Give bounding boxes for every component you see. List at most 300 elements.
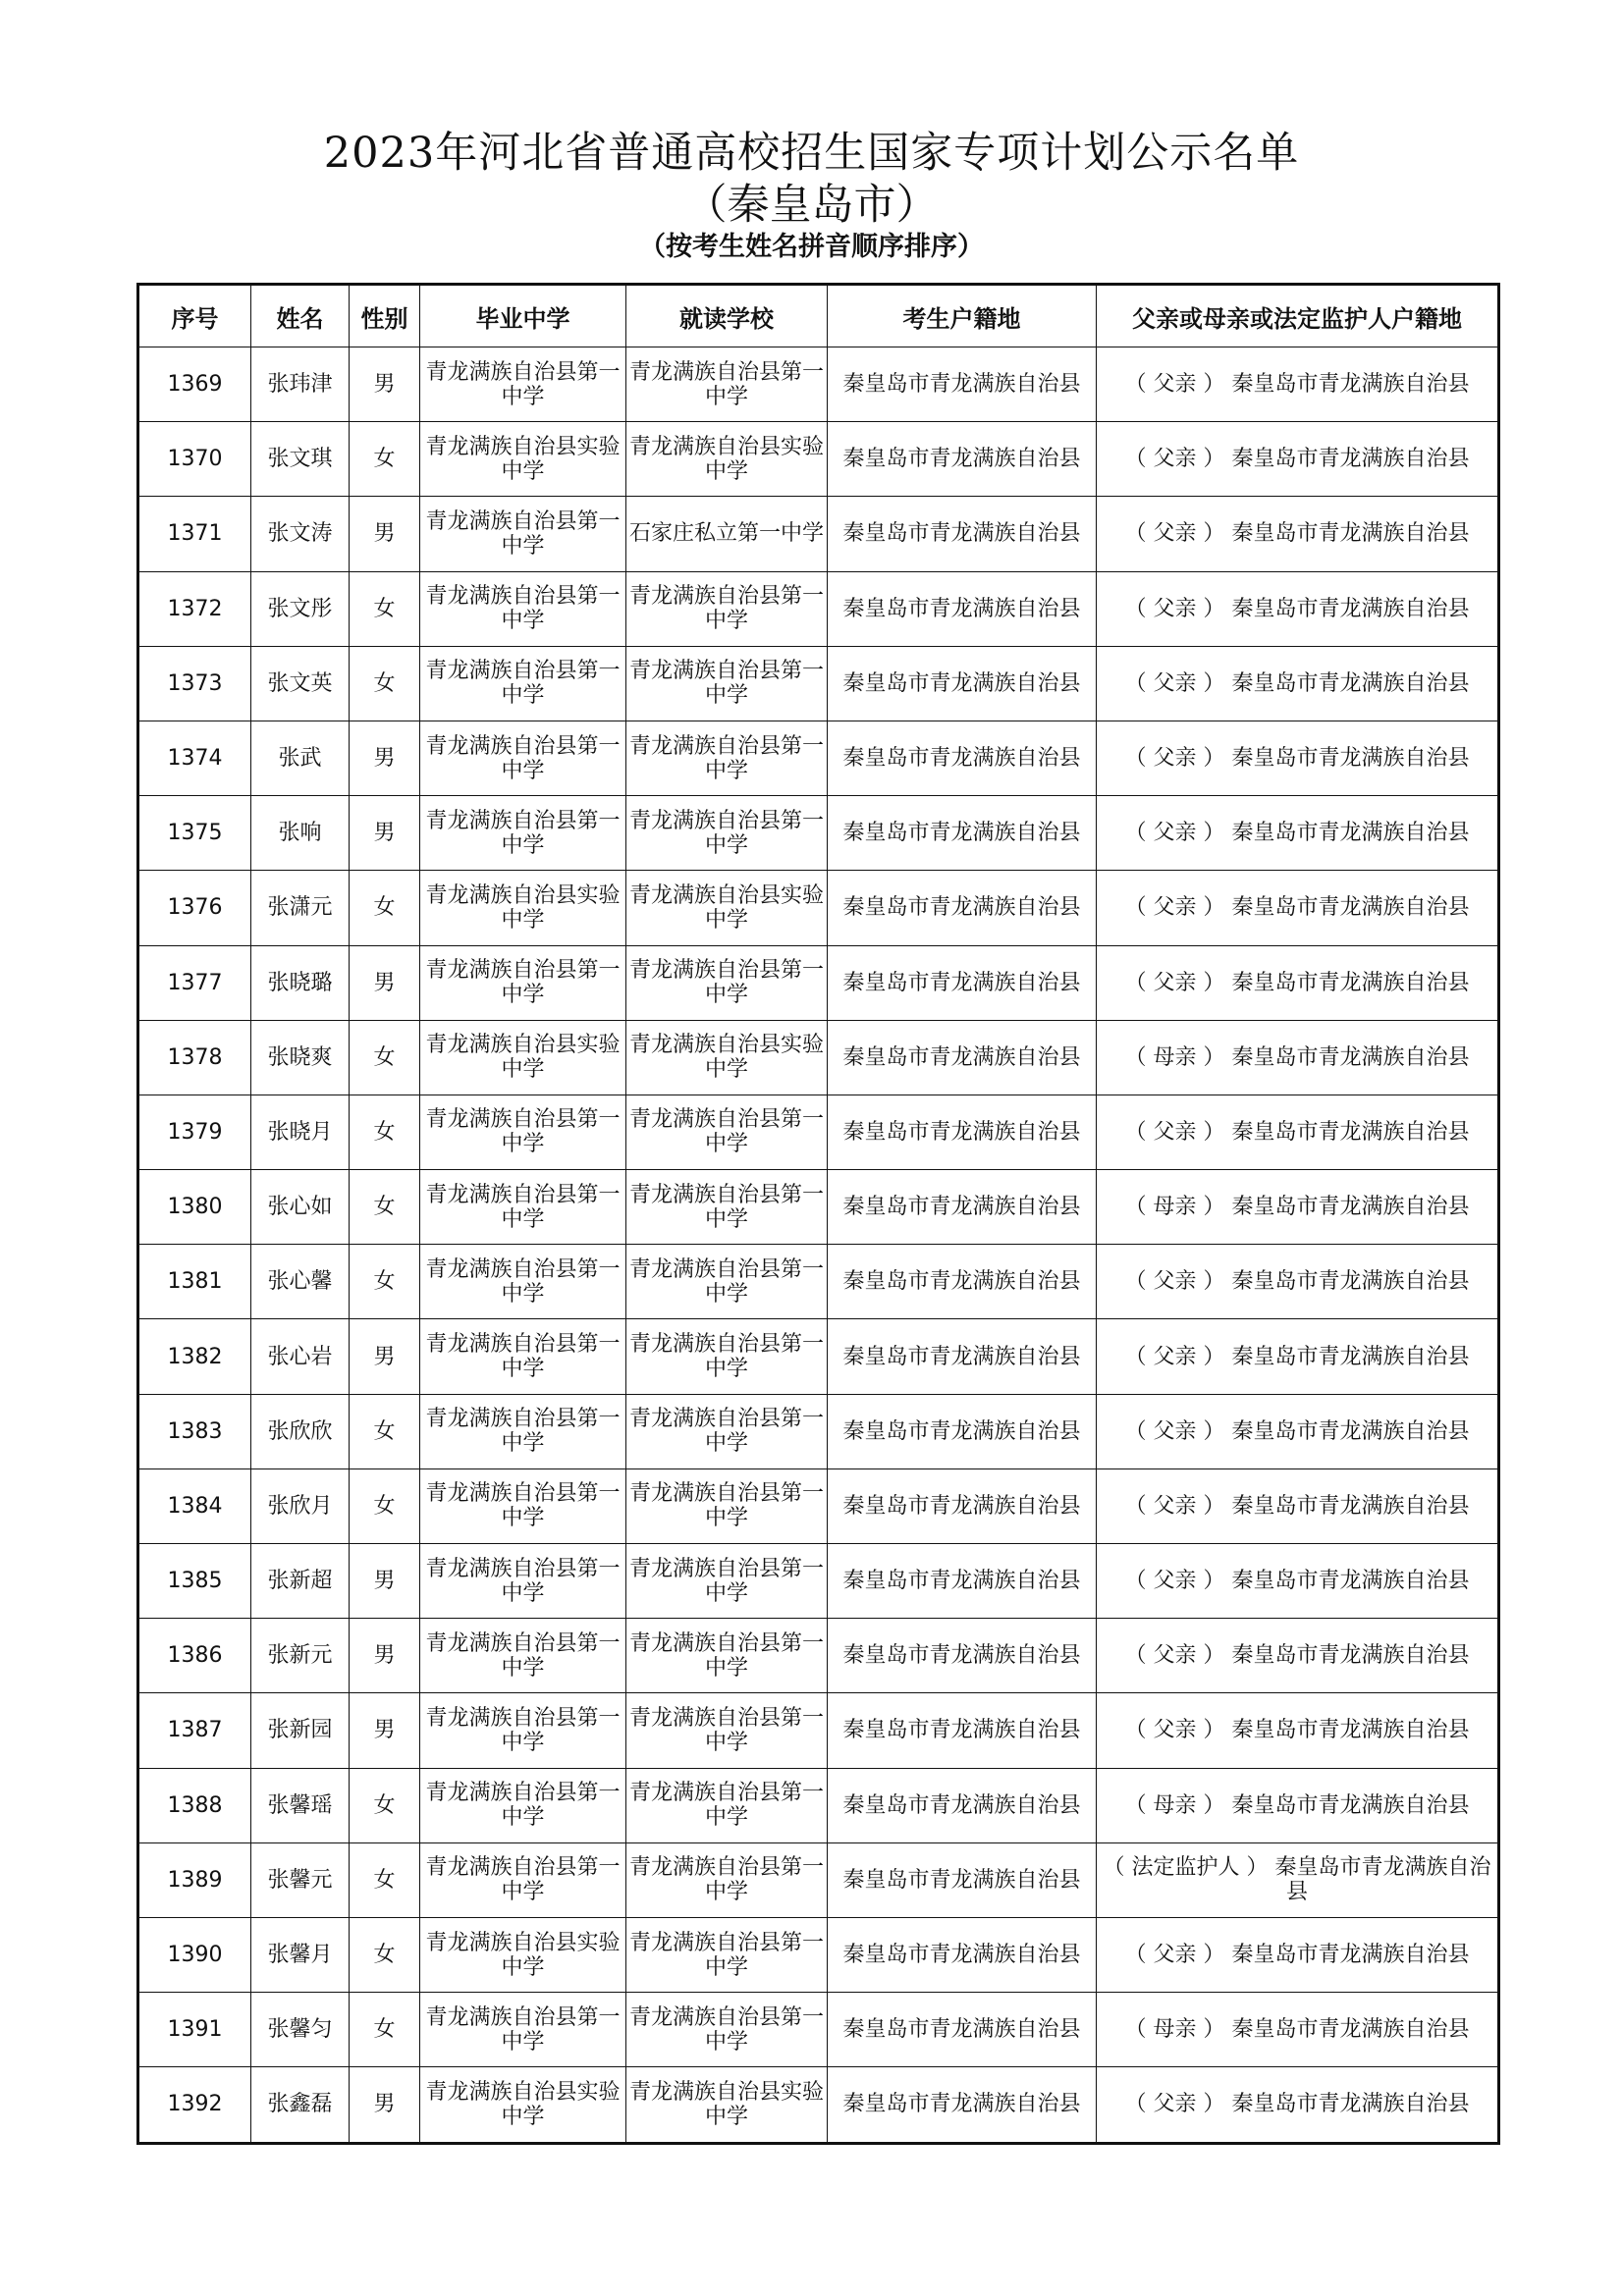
cell-sex [350, 871, 420, 945]
cell-parent-hukou [1097, 1917, 1499, 1992]
table-row [138, 422, 1499, 497]
cell-grad-school [420, 347, 626, 422]
cell-grad-school [420, 1693, 626, 1768]
cell-parent-hukou [1097, 1245, 1499, 1319]
table-row [138, 1394, 1499, 1468]
cell-hukou-text: 秦皇岛市青龙满族自治县 [842, 1943, 1081, 1968]
cell-sex [350, 1394, 420, 1468]
cell-name-text: 张玮津 [267, 372, 333, 398]
cell-current-school-text: 青龙满族自治县第一中学 [628, 1182, 824, 1232]
cell-parent-hukou [1097, 571, 1499, 646]
cell-no [138, 1319, 251, 1394]
cell-name-text: 张晓爽 [267, 1044, 333, 1070]
cell-hukou-text: 秦皇岛市青龙满族自治县 [842, 670, 1081, 696]
page-subtitle: （秦皇岛市） [684, 181, 939, 230]
cell-name [251, 1095, 350, 1169]
cell-no [138, 1544, 251, 1619]
cell-parent-hukou [1097, 1020, 1499, 1095]
cell-no [138, 497, 251, 571]
cell-parent-hukou [1097, 1319, 1499, 1394]
cell-current-school-text: 青龙满族自治县第一中学 [628, 2004, 824, 2055]
page-title: 2023年河北省普通高校招生国家专项计划公示名单 [323, 129, 1300, 178]
cell-no [138, 1693, 251, 1768]
cell-hukou-text: 秦皇岛市青龙满族自治县 [842, 372, 1081, 398]
cell-grad-school-text: 青龙满族自治县第一中学 [425, 2004, 621, 2055]
cell-no-text: 1370 [167, 447, 223, 472]
table-body [138, 347, 1499, 2144]
cell-no-text: 1391 [167, 2017, 223, 2043]
cell-hukou-text: 秦皇岛市青龙满族自治县 [842, 521, 1081, 547]
cell-current-school-text: 青龙满族自治县第一中学 [628, 1781, 824, 1831]
cell-name [251, 497, 350, 571]
roster-table [136, 283, 1500, 2145]
cell-current-school [626, 871, 828, 945]
cell-parent-hukou [1097, 646, 1499, 721]
cell-hukou [828, 1993, 1097, 2067]
cell-current-school-text: 青龙满族自治县第一中学 [628, 958, 824, 1008]
cell-grad-school-text: 青龙满族自治县第一中学 [425, 1407, 621, 1457]
cell-sex [350, 721, 420, 795]
cell-name [251, 945, 350, 1020]
cell-grad-school-text: 青龙满族自治县第一中学 [425, 359, 621, 409]
cell-parent-hukou [1097, 871, 1499, 945]
table-row [138, 1245, 1499, 1319]
cell-no-text: 1374 [167, 746, 223, 772]
cell-name-text: 张馨匀 [267, 2017, 333, 2043]
cell-sex [350, 571, 420, 646]
cell-parent-hukou-text: （ 母亲 ） 秦皇岛市青龙满族自治县 [1124, 1044, 1470, 1070]
cell-sex-text: 男 [373, 521, 396, 547]
cell-hukou [828, 422, 1097, 497]
cell-sex-text: 男 [373, 1718, 396, 1743]
cell-current-school-text: 青龙满族自治县第一中学 [628, 1481, 824, 1531]
cell-parent-hukou [1097, 1095, 1499, 1169]
cell-name [251, 721, 350, 795]
column-header-parent-hukou: 父亲或母亲或法定监护人户籍地 [1097, 285, 1499, 347]
cell-hukou [828, 1245, 1097, 1319]
cell-name [251, 1170, 350, 1245]
cell-name-text: 张新元 [267, 1643, 333, 1669]
cell-parent-hukou-text: （ 父亲 ） 秦皇岛市青龙满族自治县 [1124, 1718, 1470, 1743]
cell-grad-school-text: 青龙满族自治县实验中学 [425, 882, 621, 933]
cell-parent-hukou [1097, 1619, 1499, 1693]
cell-sex-text: 女 [373, 1044, 396, 1070]
cell-name [251, 1020, 350, 1095]
cell-name-text: 张文涛 [267, 521, 333, 547]
cell-sex [350, 1917, 420, 1992]
cell-parent-hukou-text: （ 母亲 ） 秦皇岛市青龙满族自治县 [1124, 1792, 1470, 1818]
cell-name [251, 1245, 350, 1319]
cell-name [251, 1544, 350, 1619]
cell-parent-hukou [1097, 2067, 1499, 2143]
table-row [138, 646, 1499, 721]
cell-current-school [626, 1993, 828, 2067]
cell-parent-hukou [1097, 1394, 1499, 1468]
cell-name-text: 张心如 [267, 1195, 333, 1220]
cell-current-school [626, 1170, 828, 1245]
cell-parent-hukou [1097, 422, 1499, 497]
cell-hukou [828, 1842, 1097, 1917]
cell-parent-hukou-text: （ 父亲 ） 秦皇岛市青龙满族自治县 [1124, 1943, 1470, 1968]
cell-grad-school [420, 1170, 626, 1245]
cell-current-school [626, 422, 828, 497]
cell-sex-text: 女 [373, 1119, 396, 1145]
cell-sex-text: 女 [373, 2017, 396, 2043]
cell-parent-hukou-text: （ 母亲 ） 秦皇岛市青龙满族自治县 [1124, 2017, 1470, 2043]
cell-sex-text: 男 [373, 2092, 396, 2117]
cell-no [138, 1619, 251, 1693]
cell-hukou [828, 1619, 1097, 1693]
cell-name-text: 张文彤 [267, 596, 333, 621]
cell-grad-school-text: 青龙满族自治县第一中学 [425, 508, 621, 559]
table-row [138, 1544, 1499, 1619]
cell-no-text: 1389 [167, 1867, 223, 1893]
cell-hukou-text: 秦皇岛市青龙满族自治县 [842, 1418, 1081, 1444]
table-row [138, 1319, 1499, 1394]
cell-sex [350, 1768, 420, 1842]
cell-grad-school-text: 青龙满族自治县第一中学 [425, 1705, 621, 1755]
cell-parent-hukou-text: （ 父亲 ） 秦皇岛市青龙满族自治县 [1124, 596, 1470, 621]
cell-no-text: 1378 [167, 1044, 223, 1070]
cell-name-text: 张文英 [267, 670, 333, 696]
cell-parent-hukou [1097, 1842, 1499, 1917]
cell-hukou [828, 1468, 1097, 1543]
table-row [138, 1768, 1499, 1842]
table-row [138, 945, 1499, 1020]
cell-hukou [828, 871, 1097, 945]
cell-current-school-text: 青龙满族自治县第一中学 [628, 1556, 824, 1606]
cell-name-text: 张鑫磊 [267, 2092, 333, 2117]
cell-current-school-text: 青龙满族自治县第一中学 [628, 1407, 824, 1457]
cell-grad-school-text: 青龙满族自治县第一中学 [425, 1630, 621, 1681]
cell-no [138, 871, 251, 945]
cell-current-school-text: 青龙满族自治县实验中学 [628, 1033, 824, 1083]
cell-hukou-text: 秦皇岛市青龙满族自治县 [842, 1718, 1081, 1743]
cell-sex-text: 女 [373, 895, 396, 921]
cell-sex-text: 女 [373, 1943, 396, 1968]
cell-current-school-text: 青龙满族自治县实验中学 [628, 434, 824, 484]
cell-no [138, 646, 251, 721]
cell-name [251, 1917, 350, 1992]
table-row [138, 1917, 1499, 1992]
cell-sex-text: 男 [373, 1569, 396, 1594]
cell-grad-school [420, 1619, 626, 1693]
cell-hukou [828, 1768, 1097, 1842]
table-row [138, 1020, 1499, 1095]
cell-no-text: 1372 [167, 596, 223, 621]
column-header-no: 序号 [138, 285, 251, 347]
cell-sex [350, 1020, 420, 1095]
cell-parent-hukou [1097, 721, 1499, 795]
cell-grad-school-text: 青龙满族自治县实验中学 [425, 434, 621, 484]
cell-grad-school [420, 422, 626, 497]
cell-grad-school [420, 1245, 626, 1319]
cell-parent-hukou [1097, 1993, 1499, 2067]
cell-name-text: 张武 [278, 746, 322, 772]
cell-parent-hukou-text: （ 父亲 ） 秦皇岛市青龙满族自治县 [1124, 821, 1470, 846]
cell-parent-hukou-text: （ 父亲 ） 秦皇岛市青龙满族自治县 [1124, 1119, 1470, 1145]
cell-grad-school-text: 青龙满族自治县实验中学 [425, 1930, 621, 1980]
cell-name-text: 张潇元 [267, 895, 333, 921]
cell-sex-text: 男 [373, 970, 396, 995]
cell-name [251, 1394, 350, 1468]
cell-current-school [626, 796, 828, 871]
cell-current-school [626, 1842, 828, 1917]
cell-name [251, 571, 350, 646]
cell-name [251, 1468, 350, 1543]
column-header-current-school: 就读学校 [626, 285, 828, 347]
cell-sex-text: 女 [373, 670, 396, 696]
cell-name-text: 张心岩 [267, 1344, 333, 1369]
cell-current-school [626, 721, 828, 795]
cell-parent-hukou [1097, 1170, 1499, 1245]
cell-no [138, 347, 251, 422]
cell-grad-school [420, 1394, 626, 1468]
cell-parent-hukou-text: （ 父亲 ） 秦皇岛市青龙满族自治县 [1124, 746, 1470, 772]
cell-grad-school [420, 871, 626, 945]
cell-sex [350, 1993, 420, 2067]
cell-hukou [828, 347, 1097, 422]
cell-parent-hukou-text: （ 父亲 ） 秦皇岛市青龙满族自治县 [1124, 1344, 1470, 1369]
cell-parent-hukou-text: （ 父亲 ） 秦皇岛市青龙满族自治县 [1124, 1493, 1470, 1519]
cell-grad-school [420, 1468, 626, 1543]
cell-sex [350, 1319, 420, 1394]
cell-hukou-text: 秦皇岛市青龙满族自治县 [842, 1792, 1081, 1818]
cell-grad-school [420, 721, 626, 795]
cell-current-school-text: 青龙满族自治县第一中学 [628, 359, 824, 409]
cell-grad-school [420, 1095, 626, 1169]
cell-current-school [626, 1394, 828, 1468]
cell-no-text: 1387 [167, 1718, 223, 1743]
cell-grad-school [420, 1020, 626, 1095]
cell-name [251, 1319, 350, 1394]
cell-sex-text: 女 [373, 1792, 396, 1818]
cell-no [138, 1170, 251, 1245]
cell-current-school [626, 347, 828, 422]
cell-grad-school-text: 青龙满族自治县第一中学 [425, 1107, 621, 1157]
cell-no-text: 1375 [167, 821, 223, 846]
cell-current-school-text: 青龙满族自治县第一中学 [628, 1630, 824, 1681]
cell-name [251, 422, 350, 497]
cell-hukou [828, 721, 1097, 795]
cell-hukou [828, 1095, 1097, 1169]
cell-hukou [828, 571, 1097, 646]
cell-no [138, 796, 251, 871]
cell-name [251, 2067, 350, 2143]
cell-grad-school [420, 1993, 626, 2067]
column-header-sex: 性别 [350, 285, 420, 347]
sort-note: （按考生姓名拼音顺序排序） [639, 232, 984, 262]
cell-sex-text: 女 [373, 1418, 396, 1444]
cell-current-school [626, 2067, 828, 2143]
cell-sex-text: 男 [373, 372, 396, 398]
cell-name-text: 张晓月 [267, 1119, 333, 1145]
cell-no [138, 1468, 251, 1543]
cell-current-school [626, 1468, 828, 1543]
cell-name-text: 张欣月 [267, 1493, 333, 1519]
cell-grad-school-text: 青龙满族自治县第一中学 [425, 659, 621, 709]
cell-grad-school-text: 青龙满族自治县第一中学 [425, 584, 621, 634]
cell-hukou [828, 2067, 1097, 2143]
cell-current-school-text: 青龙满族自治县第一中学 [628, 1855, 824, 1905]
table-row [138, 871, 1499, 945]
cell-no [138, 721, 251, 795]
cell-current-school-text: 青龙满族自治县实验中学 [628, 882, 824, 933]
table-row [138, 571, 1499, 646]
cell-hukou-text: 秦皇岛市青龙满族自治县 [842, 1119, 1081, 1145]
cell-hukou-text: 秦皇岛市青龙满族自治县 [842, 1269, 1081, 1295]
cell-sex [350, 1842, 420, 1917]
cell-grad-school [420, 1544, 626, 1619]
cell-parent-hukou-text: （ 父亲 ） 秦皇岛市青龙满族自治县 [1124, 670, 1470, 696]
cell-hukou-text: 秦皇岛市青龙满族自治县 [842, 746, 1081, 772]
cell-sex-text: 男 [373, 1643, 396, 1669]
cell-hukou-text: 秦皇岛市青龙满族自治县 [842, 1643, 1081, 1669]
cell-sex [350, 497, 420, 571]
cell-grad-school-text: 青龙满族自治县第一中学 [425, 733, 621, 783]
cell-no [138, 945, 251, 1020]
table-row [138, 721, 1499, 795]
cell-grad-school-text: 青龙满族自治县第一中学 [425, 1781, 621, 1831]
table-row [138, 1619, 1499, 1693]
cell-sex-text: 女 [373, 1195, 396, 1220]
cell-parent-hukou [1097, 347, 1499, 422]
cell-name [251, 1693, 350, 1768]
cell-grad-school [420, 1319, 626, 1394]
cell-hukou [828, 1544, 1097, 1619]
cell-parent-hukou-text: （ 法定监护人 ） 秦皇岛市青龙满族自治县 [1103, 1855, 1491, 1905]
cell-current-school-text: 青龙满族自治县第一中学 [628, 1256, 824, 1307]
cell-no [138, 1842, 251, 1917]
cell-hukou [828, 1394, 1097, 1468]
cell-current-school [626, 945, 828, 1020]
cell-name [251, 646, 350, 721]
cell-no-text: 1388 [167, 1792, 223, 1818]
cell-grad-school-text: 青龙满族自治县第一中学 [425, 808, 621, 858]
cell-current-school [626, 1693, 828, 1768]
cell-parent-hukou-text: （ 父亲 ） 秦皇岛市青龙满族自治县 [1124, 521, 1470, 547]
cell-grad-school [420, 1842, 626, 1917]
cell-current-school [626, 1544, 828, 1619]
cell-sex [350, 1095, 420, 1169]
cell-grad-school-text: 青龙满族自治县第一中学 [425, 1556, 621, 1606]
cell-no [138, 1095, 251, 1169]
cell-parent-hukou [1097, 796, 1499, 871]
cell-sex [350, 2067, 420, 2143]
cell-parent-hukou-text: （ 父亲 ） 秦皇岛市青龙满族自治县 [1124, 1643, 1470, 1669]
cell-name [251, 871, 350, 945]
cell-name-text: 张欣欣 [267, 1418, 333, 1444]
cell-no-text: 1382 [167, 1344, 223, 1369]
table-row [138, 1693, 1499, 1768]
cell-sex [350, 1693, 420, 1768]
cell-current-school-text: 青龙满族自治县第一中学 [628, 733, 824, 783]
cell-grad-school-text: 青龙满族自治县实验中学 [425, 1033, 621, 1083]
cell-no [138, 1768, 251, 1842]
cell-hukou [828, 646, 1097, 721]
cell-sex [350, 1619, 420, 1693]
cell-name-text: 张心馨 [267, 1269, 333, 1295]
cell-current-school-text: 青龙满族自治县第一中学 [628, 808, 824, 858]
cell-parent-hukou-text: （ 父亲 ） 秦皇岛市青龙满族自治县 [1124, 1269, 1470, 1295]
cell-grad-school-text: 青龙满族自治县第一中学 [425, 1256, 621, 1307]
cell-no-text: 1392 [167, 2092, 223, 2117]
cell-current-school-text: 青龙满族自治县第一中学 [628, 659, 824, 709]
column-header-hukou: 考生户籍地 [828, 285, 1097, 347]
cell-parent-hukou [1097, 1693, 1499, 1768]
cell-hukou-text: 秦皇岛市青龙满族自治县 [842, 1344, 1081, 1369]
cell-hukou-text: 秦皇岛市青龙满族自治县 [842, 2092, 1081, 2117]
cell-hukou-text: 秦皇岛市青龙满族自治县 [842, 895, 1081, 921]
cell-sex [350, 1544, 420, 1619]
cell-grad-school-text: 青龙满族自治县第一中学 [425, 1481, 621, 1531]
cell-current-school [626, 646, 828, 721]
cell-name-text: 张响 [278, 821, 322, 846]
cell-hukou [828, 1917, 1097, 1992]
cell-no-text: 1385 [167, 1569, 223, 1594]
cell-hukou-text: 秦皇岛市青龙满族自治县 [842, 1569, 1081, 1594]
cell-hukou-text: 秦皇岛市青龙满族自治县 [842, 1493, 1081, 1519]
cell-parent-hukou-text: （ 父亲 ） 秦皇岛市青龙满族自治县 [1124, 1569, 1470, 1594]
table-header-row [138, 285, 1499, 347]
table-row [138, 1095, 1499, 1169]
cell-grad-school [420, 497, 626, 571]
table-row [138, 1468, 1499, 1543]
cell-parent-hukou [1097, 1544, 1499, 1619]
cell-sex-text: 男 [373, 746, 396, 772]
cell-sex-text: 女 [373, 1269, 396, 1295]
table-row [138, 1842, 1499, 1917]
cell-current-school [626, 1020, 828, 1095]
cell-current-school-text: 青龙满族自治县实验中学 [628, 2079, 824, 2129]
cell-grad-school [420, 1917, 626, 1992]
cell-current-school-text: 青龙满族自治县第一中学 [628, 1332, 824, 1382]
cell-name-text: 张馨月 [267, 1943, 333, 1968]
cell-name [251, 1768, 350, 1842]
cell-current-school [626, 1619, 828, 1693]
table-row [138, 2067, 1499, 2143]
cell-parent-hukou-text: （ 父亲 ） 秦皇岛市青龙满族自治县 [1124, 2092, 1470, 2117]
cell-parent-hukou [1097, 1768, 1499, 1842]
table-row [138, 796, 1499, 871]
cell-no-text: 1390 [167, 1943, 223, 1968]
cell-name-text: 张新园 [267, 1718, 333, 1743]
cell-grad-school-text: 青龙满族自治县第一中学 [425, 1332, 621, 1382]
cell-current-school-text: 石家庄私立第一中学 [628, 521, 824, 547]
cell-name-text: 张文琪 [267, 447, 333, 472]
cell-no-text: 1379 [167, 1119, 223, 1145]
column-header-name: 姓名 [251, 285, 350, 347]
cell-no [138, 1245, 251, 1319]
cell-current-school-text: 青龙满族自治县第一中学 [628, 1930, 824, 1980]
cell-hukou [828, 1319, 1097, 1394]
cell-hukou [828, 1693, 1097, 1768]
cell-hukou-text: 秦皇岛市青龙满族自治县 [842, 1195, 1081, 1220]
cell-hukou-text: 秦皇岛市青龙满族自治县 [842, 970, 1081, 995]
cell-sex-text: 女 [373, 447, 396, 472]
cell-parent-hukou-text: （ 父亲 ） 秦皇岛市青龙满族自治县 [1124, 895, 1470, 921]
cell-hukou [828, 945, 1097, 1020]
cell-parent-hukou-text: （ 母亲 ） 秦皇岛市青龙满族自治县 [1124, 1195, 1470, 1220]
cell-parent-hukou-text: （ 父亲 ） 秦皇岛市青龙满族自治县 [1124, 1418, 1470, 1444]
cell-no [138, 422, 251, 497]
cell-no-text: 1386 [167, 1643, 223, 1669]
cell-grad-school [420, 571, 626, 646]
cell-sex [350, 1170, 420, 1245]
cell-sex-text: 女 [373, 1867, 396, 1893]
table-row [138, 497, 1499, 571]
cell-grad-school [420, 796, 626, 871]
